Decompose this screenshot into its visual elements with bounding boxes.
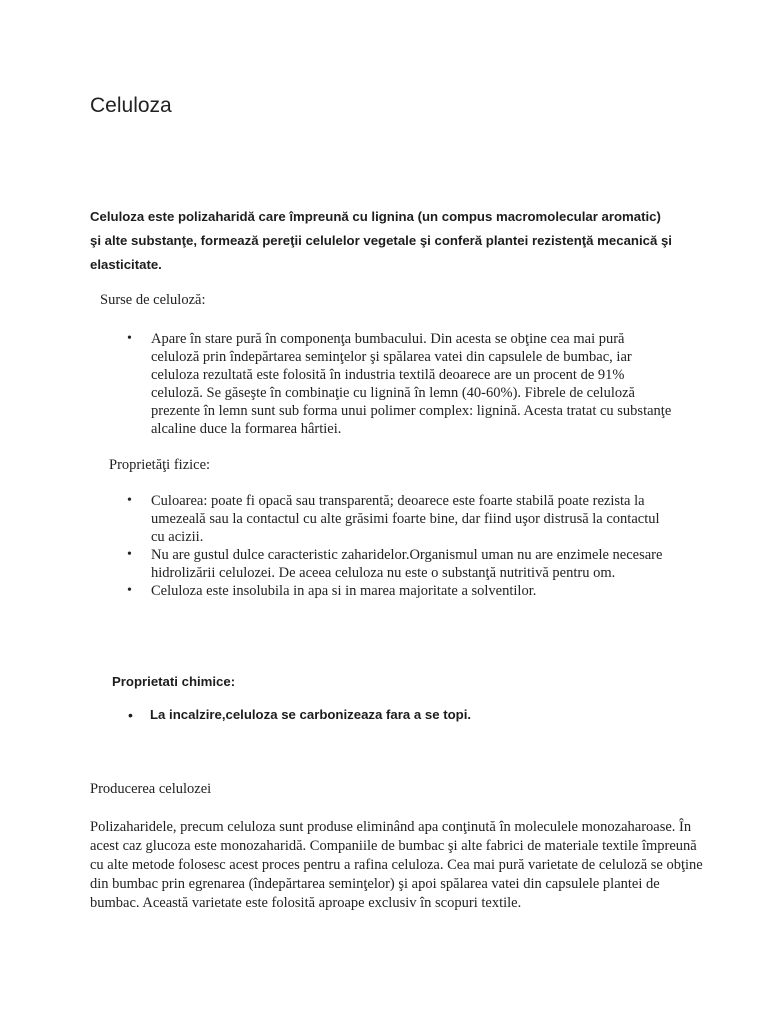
bullet-icon: • (127, 493, 132, 508)
list-item (127, 330, 672, 438)
sources-list (127, 330, 672, 438)
list-item (127, 546, 672, 582)
physical-heading: Proprietăţi fizice: (109, 457, 211, 473)
bullet-icon: • (127, 331, 132, 346)
bullet-icon: • (127, 583, 132, 598)
sources-heading: Surse de celuloză: (100, 292, 206, 308)
list-item (127, 582, 672, 600)
chemical-heading: Proprietati chimice: (112, 674, 236, 689)
list-item-text: Culoarea: poate fi opacă sau transparentă; deoarece este foarte stabilă poate rezista la umezeală sau la contactul cu alte grăsimi foarte bine, dar fiind uşor distrusă la contactul cu acizii. (151, 493, 660, 545)
bullet-icon: • (127, 547, 132, 562)
list-item-text: Celuloza este insolubila in apa si in marea majoritate a solventilor. (151, 583, 537, 599)
physical-list (127, 492, 672, 600)
list-item-text: Nu are gustul dulce caracteristic zaharidelor.Organismul uman nu are enzimele necesare hidrolizării celulozei. De aceea celuloza nu este o substanţă nutritivă pentru om. (151, 547, 663, 581)
list-item (128, 707, 650, 723)
list-item-text: La incalzire,celuloza se carbonizeaza fara a se topi. (150, 707, 472, 722)
intro-paragraph: Celuloza este polizaharidă care împreună cu lignina (un compus macromolecular aromatic) şi alte substanţe, formează pereţii celulelor vegetale şi conferă plantei rezistenţă mecanică şi elasticitate. (90, 209, 672, 272)
production-heading: Producerea celulozei (90, 781, 212, 797)
list-item (127, 492, 672, 546)
list-item-text: Apare în stare pură în componenţa bumbacului. Din acesta se obţine cea mai pură celuloză prin îndepărtarea seminţelor şi spălarea vatei din capsulele de bumbac, iar celuloza rezultată este folosită în industria textilă deoarece are un procent de 91% celuloză. Se găseşte în combinaţie cu lignină în lemn (40-60%). Fibrele de celuloză prezente în lemn sunt sub forma unui polimer complex: lignină. Acesta tratat cu substanţe alcaline duce la formarea hârtiei. (151, 331, 672, 437)
bullet-icon: • (128, 707, 133, 723)
production-paragraph: Polizaharidele, precum celuloza sunt produse eliminând apa conţinută în moleculele monozaharoase. În acest caz glucoza este monozaharidă. Companiile de bumbac şi alte fabrici de materiale textile împreună cu alte metode folosesc acest proces pentru a rafina celuloza. Cea mai pură varietate de celuloză se obţine din bumbac prin egrenarea (îndepărtarea seminţelor) şi apoi spălarea vatei din capsulele plantei de bumbac. Această varietate este folosită aproape exclusiv în scopuri textile. (90, 819, 703, 911)
page-title: Celuloza (90, 94, 172, 117)
